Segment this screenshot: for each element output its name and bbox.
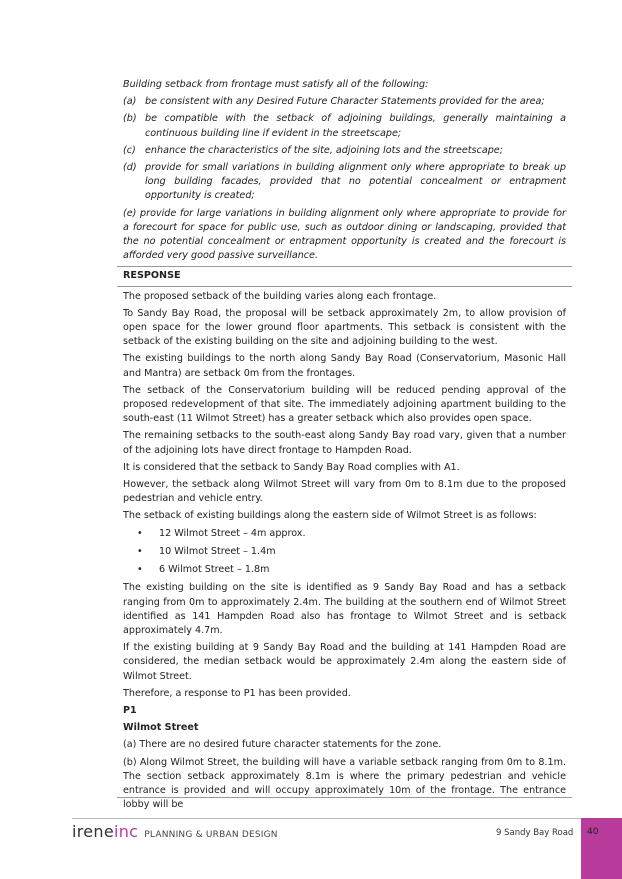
response-paragraph: However, the setback along Wilmot Street will vary from 0m to 8.1m due to the proposed pedestrian and vehicle entry.: [123, 479, 566, 505]
list-item-text: 10 Wilmot Street – 1.4m: [159, 545, 276, 557]
criteria-item: [123, 161, 566, 204]
criteria-item-text: provide for small variations in building alignment only where appropriate to break up long building facades, provided that no potential concealment or entrapment opportunity is created;: [145, 162, 566, 202]
criteria-item-label: (b): [123, 113, 137, 125]
response-paragraph: The remaining setbacks to the south-east along Sandy Bay road vary, given that a number of the adjoining lots have direct frontage to Hampden Road.: [123, 430, 566, 456]
footer-divider: [72, 818, 582, 819]
document-body: [117, 78, 572, 815]
response-paragraph: It is considered that the setback to Sandy Bay Road complies with A1.: [123, 461, 460, 473]
response-paragraph: The proposed setback of the building varies along each frontage.: [123, 290, 437, 302]
response-paragraph: (a) There are no desired future character statements for the zone.: [123, 739, 442, 751]
response-section: [117, 290, 572, 813]
criteria-item-label: (a): [123, 96, 137, 108]
response-paragraph: The setback of existing buildings along the eastern side of Wilmot Street is as follows:: [123, 510, 537, 522]
list-item-text: 6 Wilmot Street – 1.8m: [159, 564, 270, 576]
criteria-item: [123, 112, 566, 140]
company-logo: [72, 822, 278, 841]
criteria-item-text: be consistent with any Desired Future Character Statements provided for the area;: [145, 96, 545, 108]
response-paragraph: If the existing building at 9 Sandy Bay Road and the building at 141 Hampden Road are considered, the median setback would be approximately 2.4m along the eastern side of Wilmot Street.: [123, 642, 566, 682]
response-paragraph: The existing building on the site is identified as 9 Sandy Bay Road and has a setback ranging from 0m to approximately 2.4m. The building at the southern end of Wilmot Street identified as 141 Hampden Road also has frontage to Wilmot Street and is setback approximately 4.7m.: [123, 582, 566, 636]
wilmot-street-heading: Wilmot Street: [123, 722, 199, 734]
criteria-item-label: (d): [123, 162, 137, 174]
logo-inc: inc: [114, 822, 139, 841]
response-paragraph: The setback of the Conservatorium building will be reduced pending approval of the proposed redevelopment of that site. The immediately adjoining apartment building to the south-east (11 Wilmot Street) has a greater setback which also provides open space.: [123, 384, 566, 425]
bullet-icon: •: [137, 527, 143, 539]
list-item-text: 12 Wilmot Street – 4m approx.: [159, 527, 306, 539]
criteria-item: [123, 95, 566, 109]
response-paragraph: (b) Along Wilmot Street, the building will have a variable setback ranging from 0m to 8.1m. The section setback approximately 8.1m is where the primary pedestrian and vehicle entrance is provided and will occupy approximately 10m of the frontage. The entrance lobby will be: [123, 756, 566, 811]
response-paragraph: Therefore, a response to P1 has been provided.: [123, 687, 351, 699]
criteria-section: [117, 78, 572, 263]
response-paragraph: To Sandy Bay Road, the proposal will be setback approximately 2m, to allow provision of open space for the lower ground floor apartments. This setback is consistent with the setback of the existing building on the site and adjoining building to the west.: [123, 307, 566, 348]
list-item: [137, 527, 566, 541]
list-item: [137, 563, 566, 577]
table-bottom-border: [117, 797, 572, 798]
criteria-item-label: (c): [123, 144, 136, 156]
bullet-icon: •: [137, 545, 143, 557]
response-paragraph: The existing buildings to the north along Sandy Bay Road (Conservatorium, Masonic Hall and Mantra) are setback 0m from the frontages.: [123, 353, 566, 379]
footer-address: 9 Sandy Bay Road: [496, 828, 574, 838]
criteria-item-text: be compatible with the setback of adjoining buildings, generally maintaining a continuous building line if evident in the streetscape;: [145, 113, 566, 139]
list-item: [137, 545, 566, 559]
page-number: 40: [587, 827, 599, 837]
criteria-item-text: enhance the characteristics of the site, adjoining lots and the streetscape;: [145, 144, 503, 156]
logo-tagline: PLANNING & URBAN DESIGN: [144, 830, 278, 840]
p1-heading: P1: [123, 704, 137, 716]
bullet-icon: •: [137, 564, 143, 576]
logo-irene: irene: [72, 822, 114, 841]
criteria-item: [123, 144, 566, 158]
criteria-item-e: (e) provide for large variations in building alignment only where appropriate to provide for a forecourt for space for public use, such as outdoor dining or landscaping, provided that the no potential concealment or entrapment opportunity is created and the forecourt is afforded very good passive surveillance.: [123, 207, 566, 262]
criteria-intro: Building setback from frontage must satisfy all of the following:: [123, 79, 429, 90]
response-heading: RESPONSE: [117, 266, 572, 286]
